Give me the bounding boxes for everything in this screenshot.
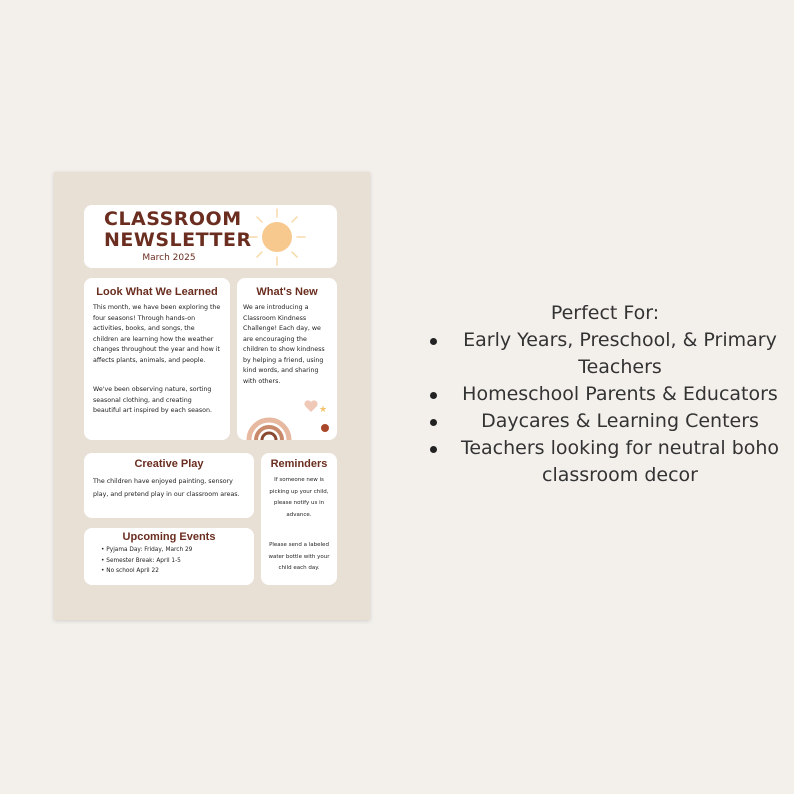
feature-item: Daycares & Learning Centers <box>440 408 780 435</box>
section-text: We've been observing nature, sorting seasonal clothing, and creating beautiful art inspired by each season. <box>93 386 212 414</box>
section-heading: Reminders <box>270 458 328 470</box>
feature-item: Early Years, Preschool, & Primary Teachers <box>440 327 780 381</box>
sun-icon <box>247 207 307 267</box>
features-title: Perfect For: <box>550 302 660 324</box>
reminders-section <box>261 453 337 585</box>
section-text: This month, we have been exploring the four seasons! Through hands-on activities, books, and songs, the children are learning how the weather changes throughout the year and how it affects plants, animals, and people. <box>93 304 221 364</box>
whats-new-section <box>237 278 337 440</box>
event-item: • No school April 22 <box>101 566 245 577</box>
upcoming-events-section <box>84 528 254 585</box>
events-list <box>93 545 245 577</box>
newsletter-date: March 2025 <box>142 253 196 263</box>
section-text: If someone new is picking up your child, please notify us in advance. <box>269 477 329 518</box>
feature-item: Teachers looking for neutral boho classroom decor <box>440 435 780 489</box>
section-heading: Upcoming Events <box>122 531 216 543</box>
feature-item: Homeschool Parents & Educators <box>440 381 780 408</box>
section-heading: What's New <box>256 286 318 298</box>
section-text: We are introducing a Classroom Kindness Challenge! Each day, we are encouraging the children to show kindness by helping a friend, using kind words, and sharing with others. <box>243 304 325 385</box>
features-list <box>440 300 780 489</box>
newsletter-header <box>84 205 337 268</box>
section-text: The children have enjoyed painting, sensory play, and pretend play in our classroom areas. <box>93 478 240 498</box>
newsletter-preview <box>54 172 370 620</box>
rainbow-icon <box>241 390 331 440</box>
event-item: • Semester Break: April 1-5 <box>101 556 245 567</box>
event-item: • Pyjama Day: Friday, March 29 <box>101 545 245 556</box>
svg-text:★: ★ <box>319 405 328 415</box>
newsletter-title: CLASSROOM NEWSLETTER <box>104 208 252 251</box>
section-heading: Look What We Learned <box>96 286 218 298</box>
section-text: Please send a labeled water bottle with your child each day. <box>268 542 330 571</box>
creative-play-section <box>84 453 254 518</box>
look-what-we-learned-section <box>84 278 230 440</box>
section-heading: Creative Play <box>134 458 204 470</box>
